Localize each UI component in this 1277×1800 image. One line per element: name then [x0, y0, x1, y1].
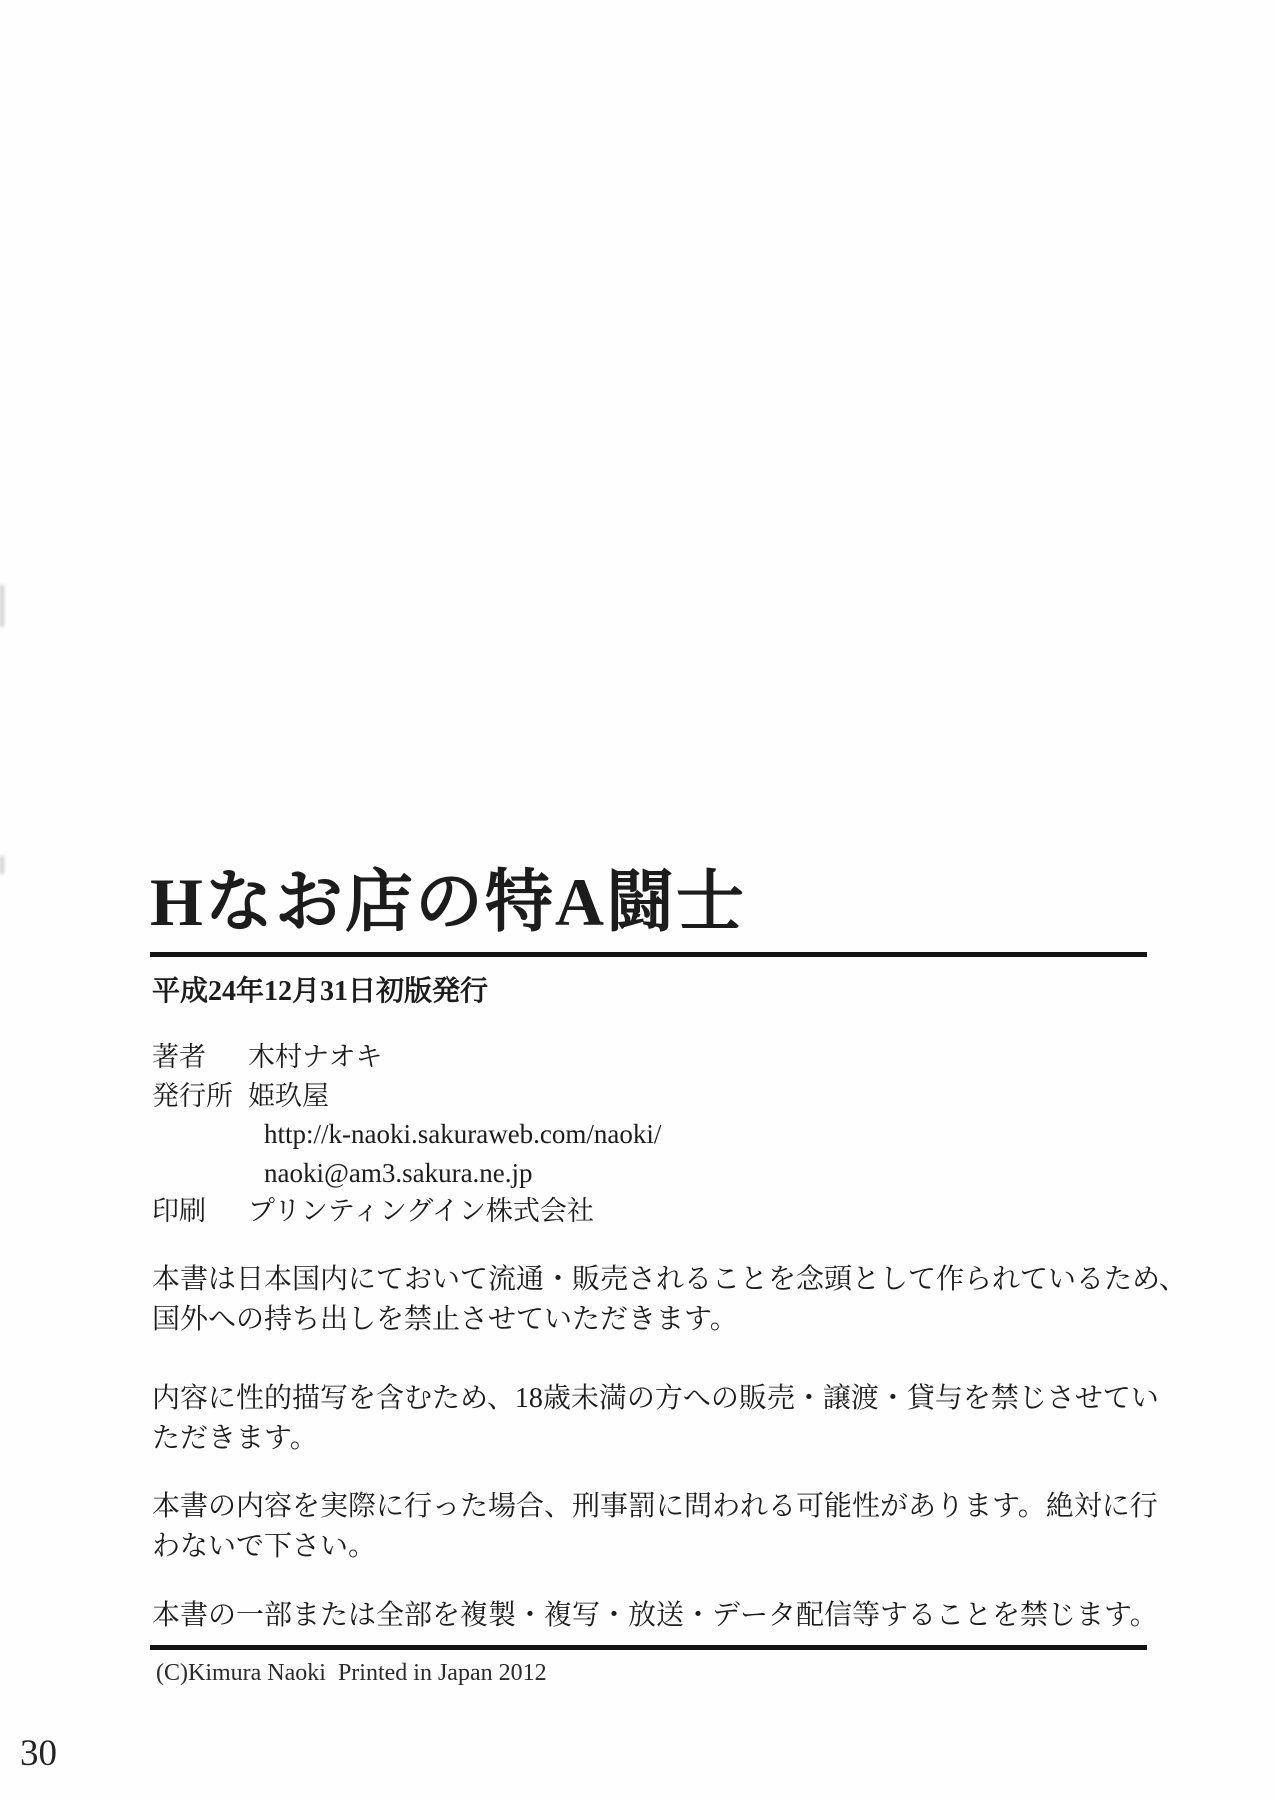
credit-row-printer [152, 1192, 661, 1231]
title-underline-rule [150, 952, 1147, 957]
notice-line: 本書は日本国内にておいて流通・販売されることを念頭として作られているため、 [152, 1264, 1187, 1295]
notice-do-not-imitate [152, 1487, 1158, 1567]
notice-line: 本書の一部または全部を複製・複写・放送・データ配信等することを禁じます。 [152, 1600, 1158, 1631]
footer-rule [150, 1645, 1147, 1650]
page-number: 30 [20, 1733, 57, 1774]
scan-edge-artifact [0, 856, 4, 874]
scan-edge-artifact [0, 585, 4, 627]
credit-label: 著者 [152, 1042, 206, 1072]
notice-line: わないで下さい。 [152, 1531, 377, 1562]
notice-domestic-only [152, 1260, 1187, 1340]
notice-line: ただきます。 [152, 1423, 318, 1454]
credit-label: 印刷 [152, 1196, 206, 1226]
copyright-line: (C)Kimura Naoki Printed in Japan 2012 [156, 1660, 547, 1686]
book-title: Hなお店の特A闘士 [150, 864, 747, 940]
notice-line: 内容に性的描写を含むため、18歳未満の方への販売・譲渡・貸与を禁じさせてい [152, 1383, 1159, 1414]
credit-label: 発行所 [152, 1080, 233, 1111]
notice-line: 国外への持ち出しを禁止させていただきます。 [152, 1304, 738, 1335]
notice-adults-only [152, 1379, 1159, 1459]
credit-row-email [152, 1154, 661, 1193]
credit-row-author [152, 1038, 661, 1077]
email-text: naoki@am3.sakura.ne.jp [264, 1157, 533, 1188]
credit-row-publisher [152, 1077, 661, 1116]
credit-value: 姫玖屋 [248, 1080, 329, 1111]
edition-date: 平成24年12月31日初版発行 [152, 976, 489, 1007]
notice-no-reproduction [152, 1596, 1158, 1636]
credits-block [152, 1038, 661, 1231]
notice-line: 本書の内容を実際に行った場合、刑事罰に問われる可能性があります。絶対に行 [152, 1491, 1158, 1522]
credit-value: 木村ナオキ [248, 1042, 383, 1072]
credit-row-website-url [152, 1115, 661, 1154]
credit-value: プリンティングイン株式会社 [248, 1196, 594, 1226]
website-url-text: http://k-naoki.sakuraweb.com/naoki/ [264, 1119, 662, 1149]
